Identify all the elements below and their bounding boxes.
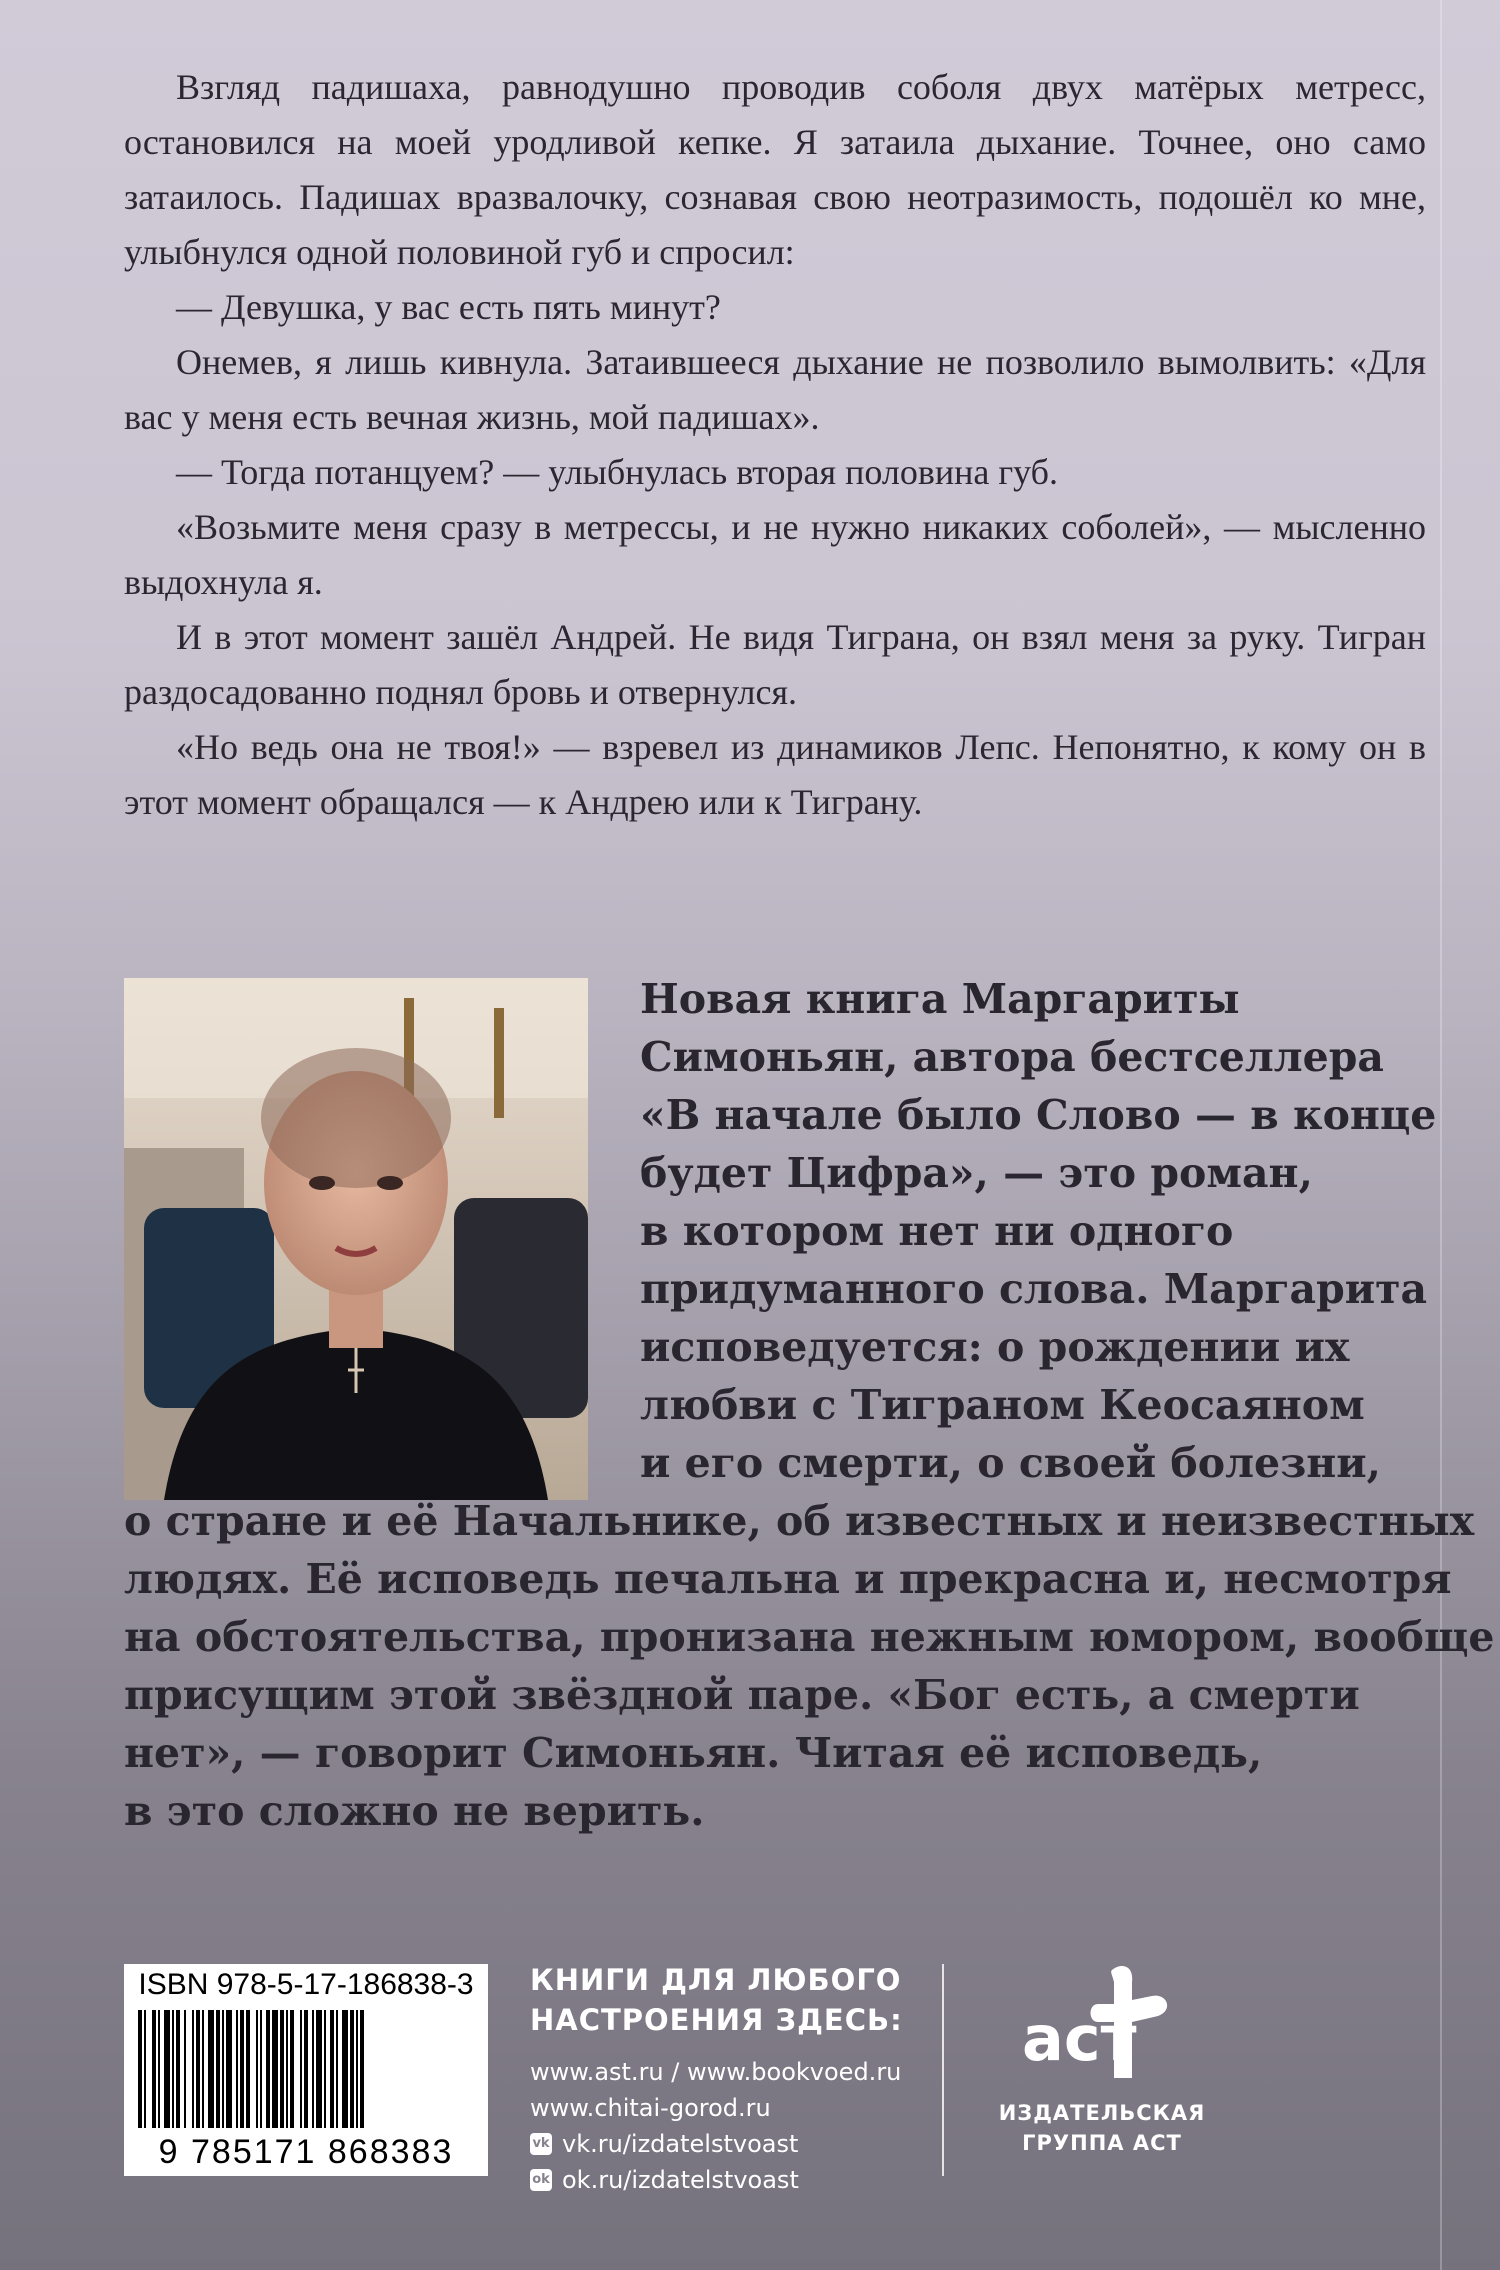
excerpt-text	[124, 60, 1426, 830]
logo-text: аст	[1022, 2002, 1137, 2075]
promo-heading: НАСТРОЕНИЯ ЗДЕСЬ:	[530, 2003, 903, 2037]
vk-icon: vk	[530, 2133, 552, 2155]
blurb-line: на обстоятельства, пронизана нежным юмором, вообще	[124, 1613, 1495, 1661]
store-promo	[530, 1960, 930, 2198]
blurb-line: Новая книга Маргариты	[640, 975, 1240, 1023]
promo-link[interactable]: www.chitai-gorod.ru	[530, 2094, 771, 2122]
barcode-digits: 9 785171 868383	[158, 2133, 454, 2171]
blurb-line: нет», — говорит Симоньян. Читая её исповедь,	[124, 1729, 1263, 1777]
isbn-label: ISBN 978-5-17-186838-3	[138, 1968, 474, 2001]
excerpt-paragraph: Взгляд падишаха, равнодушно проводив соболя двух матёрых метресс, остановился на моей уродливой кепке. Я затаила дыхание. Точнее, оно само затаилось. Падишах вразвалочку, сознавая свою неотразимость, подошёл ко мне, улыбнулся одной половиной губ и спросил:	[124, 67, 1426, 272]
blurb-line: «В начале было Слово — в конце	[640, 1091, 1437, 1139]
excerpt-paragraph: «Но ведь она не твоя!» — взревел из динамиков Лепс. Непонятно, к кому он в этот момент обращался — к Андрею или к Тиграну.	[124, 727, 1426, 822]
blurb-line: исповедуется: о рождении их	[640, 1323, 1350, 1371]
publisher-name: ИЗДАТЕЛЬСКАЯ	[998, 2101, 1206, 2125]
excerpt-paragraph: — Девушка, у вас есть пять минут?	[176, 287, 721, 327]
ok-icon: ok	[530, 2169, 552, 2191]
barcode-bars	[134, 2010, 478, 2128]
isbn-barcode	[124, 1964, 488, 2176]
cover-edge-line	[1440, 0, 1442, 2270]
blurb-line: будет Цифра», — это роман,	[640, 1149, 1313, 1197]
promo-heading: КНИГИ ДЛЯ ЛЮБОГО	[530, 1963, 902, 1997]
blurb-line: в это сложно не верить.	[124, 1787, 705, 1835]
blurb-line: любви с Тиграном Кеосаяном	[640, 1381, 1365, 1429]
excerpt-paragraph: «Возьмите меня сразу в метрессы, и не нужно никаких соболей», — мысленно выдохнула я.	[124, 507, 1426, 602]
ok-url: ok.ru/izdatelstvoast	[562, 2166, 799, 2194]
ast-logo-icon	[1002, 1960, 1202, 2090]
blurb-line: и его смерти, о своей болезни,	[640, 1439, 1381, 1487]
promo-divider	[942, 1964, 944, 2176]
ok-link[interactable]	[530, 2162, 930, 2198]
book-blurb	[124, 970, 1495, 1840]
vk-link[interactable]	[530, 2126, 930, 2162]
promo-link[interactable]: www.ast.ru / www.bookvoed.ru	[530, 2058, 902, 2086]
blurb-line: людях. Её исповедь печальна и прекрасна и, несмотря	[124, 1555, 1452, 1603]
excerpt-paragraph: И в этот момент зашёл Андрей. Не видя Тиграна, он взял меня за руку. Тигран раздосадованно поднял бровь и отвернулся.	[124, 617, 1426, 712]
excerpt-paragraph: Онемев, я лишь кивнула. Затаившееся дыхание не позволило вымолвить: «Для вас у меня есть вечная жизнь, мой падишах».	[124, 342, 1426, 437]
blurb-line: придуманного слова. Маргарита	[640, 1265, 1428, 1313]
publisher-name: ГРУППА АСТ	[1022, 2131, 1182, 2155]
blurb-line: Симоньян, автора бестселлера	[640, 1033, 1384, 1081]
excerpt-paragraph: — Тогда потанцуем? — улыбнулась вторая половина губ.	[176, 452, 1058, 492]
blurb-line: присущим этой звёздной паре. «Бог есть, а смерти	[124, 1671, 1360, 1719]
publisher-logo-block	[962, 1960, 1242, 2158]
blurb-line: о стране и её Начальнике, об известных и неизвестных	[124, 1497, 1475, 1545]
vk-url: vk.ru/izdatelstvoast	[562, 2130, 799, 2158]
blurb-line: в котором нет ни одного	[640, 1207, 1234, 1255]
